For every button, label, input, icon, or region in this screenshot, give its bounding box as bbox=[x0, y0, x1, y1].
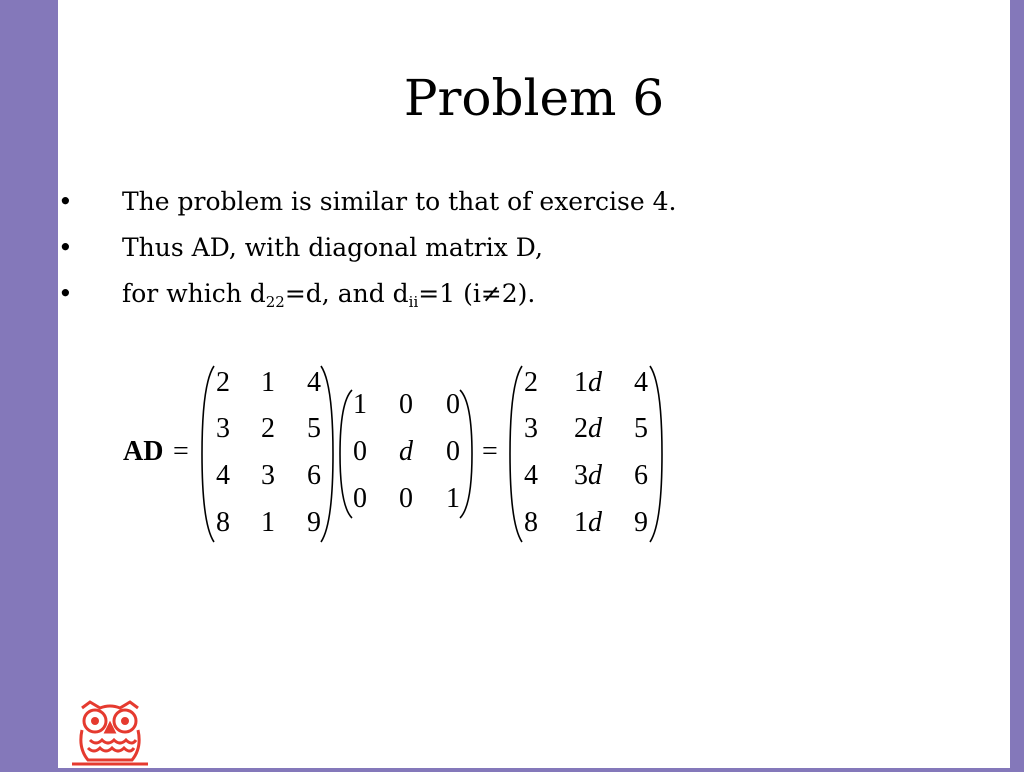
equation-lhs: AD bbox=[123, 436, 164, 467]
matrix-cell: 0 bbox=[399, 389, 413, 420]
matrix-cell bbox=[568, 411, 608, 447]
slide-title: Problem 6 bbox=[403, 69, 665, 127]
matrix-cell: 0 bbox=[446, 389, 460, 420]
matrix-cell: 0 bbox=[446, 436, 460, 467]
matrix-cell: 4 bbox=[634, 367, 648, 398]
bullet-text: Thus AD, with diagonal matrix D, bbox=[122, 233, 543, 262]
matrix-cell: 4 bbox=[216, 460, 230, 491]
matrix-cell: 5 bbox=[307, 413, 321, 444]
matrix-cell: 9 bbox=[307, 507, 321, 538]
bullet-symbol: • bbox=[58, 279, 73, 308]
matrix-cell: 4 bbox=[307, 367, 321, 398]
matrix-cell: 1 bbox=[261, 507, 275, 538]
matrix-variable: 1d bbox=[574, 507, 602, 538]
matrix-variable: 3d bbox=[574, 460, 602, 491]
matrix-cell: 6 bbox=[634, 460, 648, 491]
matrix-cell bbox=[568, 458, 608, 494]
bullet-text: The problem is similar to that of exercise 4. bbox=[122, 187, 677, 216]
matrix-cell: 8 bbox=[216, 507, 230, 538]
bullet-symbol: • bbox=[58, 187, 73, 216]
matrix-cell: 3 bbox=[524, 413, 538, 444]
bullet-list bbox=[58, 182, 998, 320]
matrix-cell: 0 bbox=[353, 483, 367, 514]
matrix-cell: 4 bbox=[524, 460, 538, 491]
bullet-item bbox=[58, 182, 998, 228]
matrix-cell: 0 bbox=[399, 483, 413, 514]
matrix-cell: 2 bbox=[216, 367, 230, 398]
bullet-text-part: =1 (i≠2). bbox=[418, 279, 536, 308]
matrix-variable: 2d bbox=[574, 413, 602, 444]
subscript: ii bbox=[408, 293, 419, 311]
matrix-cell: 1 bbox=[446, 483, 460, 514]
bullet-item bbox=[58, 274, 998, 320]
equals-sign: = bbox=[482, 436, 498, 467]
bullet-symbol: • bbox=[58, 233, 73, 262]
matrix-cell: 6 bbox=[307, 460, 321, 491]
matrix-cell: 9 bbox=[634, 507, 648, 538]
matrix-cell: 5 bbox=[634, 413, 648, 444]
matrix-variable: d bbox=[399, 436, 413, 467]
matrix-cell: 2 bbox=[261, 413, 275, 444]
matrix-cell: 2 bbox=[524, 367, 538, 398]
matrix-cell: 0 bbox=[353, 436, 367, 467]
subscript: 22 bbox=[265, 293, 285, 311]
matrix-variable-letter: d bbox=[588, 413, 602, 444]
matrix-cell bbox=[568, 505, 608, 541]
equals-sign: = bbox=[173, 436, 189, 467]
matrix-variable-letter: d bbox=[588, 507, 602, 538]
bullet-text-part: for which d bbox=[122, 279, 266, 308]
owl-logo-icon bbox=[68, 700, 152, 768]
matrix-cell: 8 bbox=[524, 507, 538, 538]
matrix-cell: 3 bbox=[216, 413, 230, 444]
matrix-variable-letter: d bbox=[588, 367, 602, 398]
matrix-cell: 1 bbox=[353, 389, 367, 420]
matrix-cell bbox=[386, 434, 426, 470]
bullet-item bbox=[58, 228, 998, 274]
matrix-variable-letter: d bbox=[588, 460, 602, 491]
bullet-text bbox=[122, 274, 535, 314]
matrix-cell bbox=[568, 365, 608, 401]
matrix-variable: 1d bbox=[574, 367, 602, 398]
slide bbox=[58, 0, 1010, 768]
matrix-cell: 1 bbox=[261, 367, 275, 398]
matrix-cell: 3 bbox=[261, 460, 275, 491]
bullet-text-part: =d, and d bbox=[284, 279, 409, 308]
